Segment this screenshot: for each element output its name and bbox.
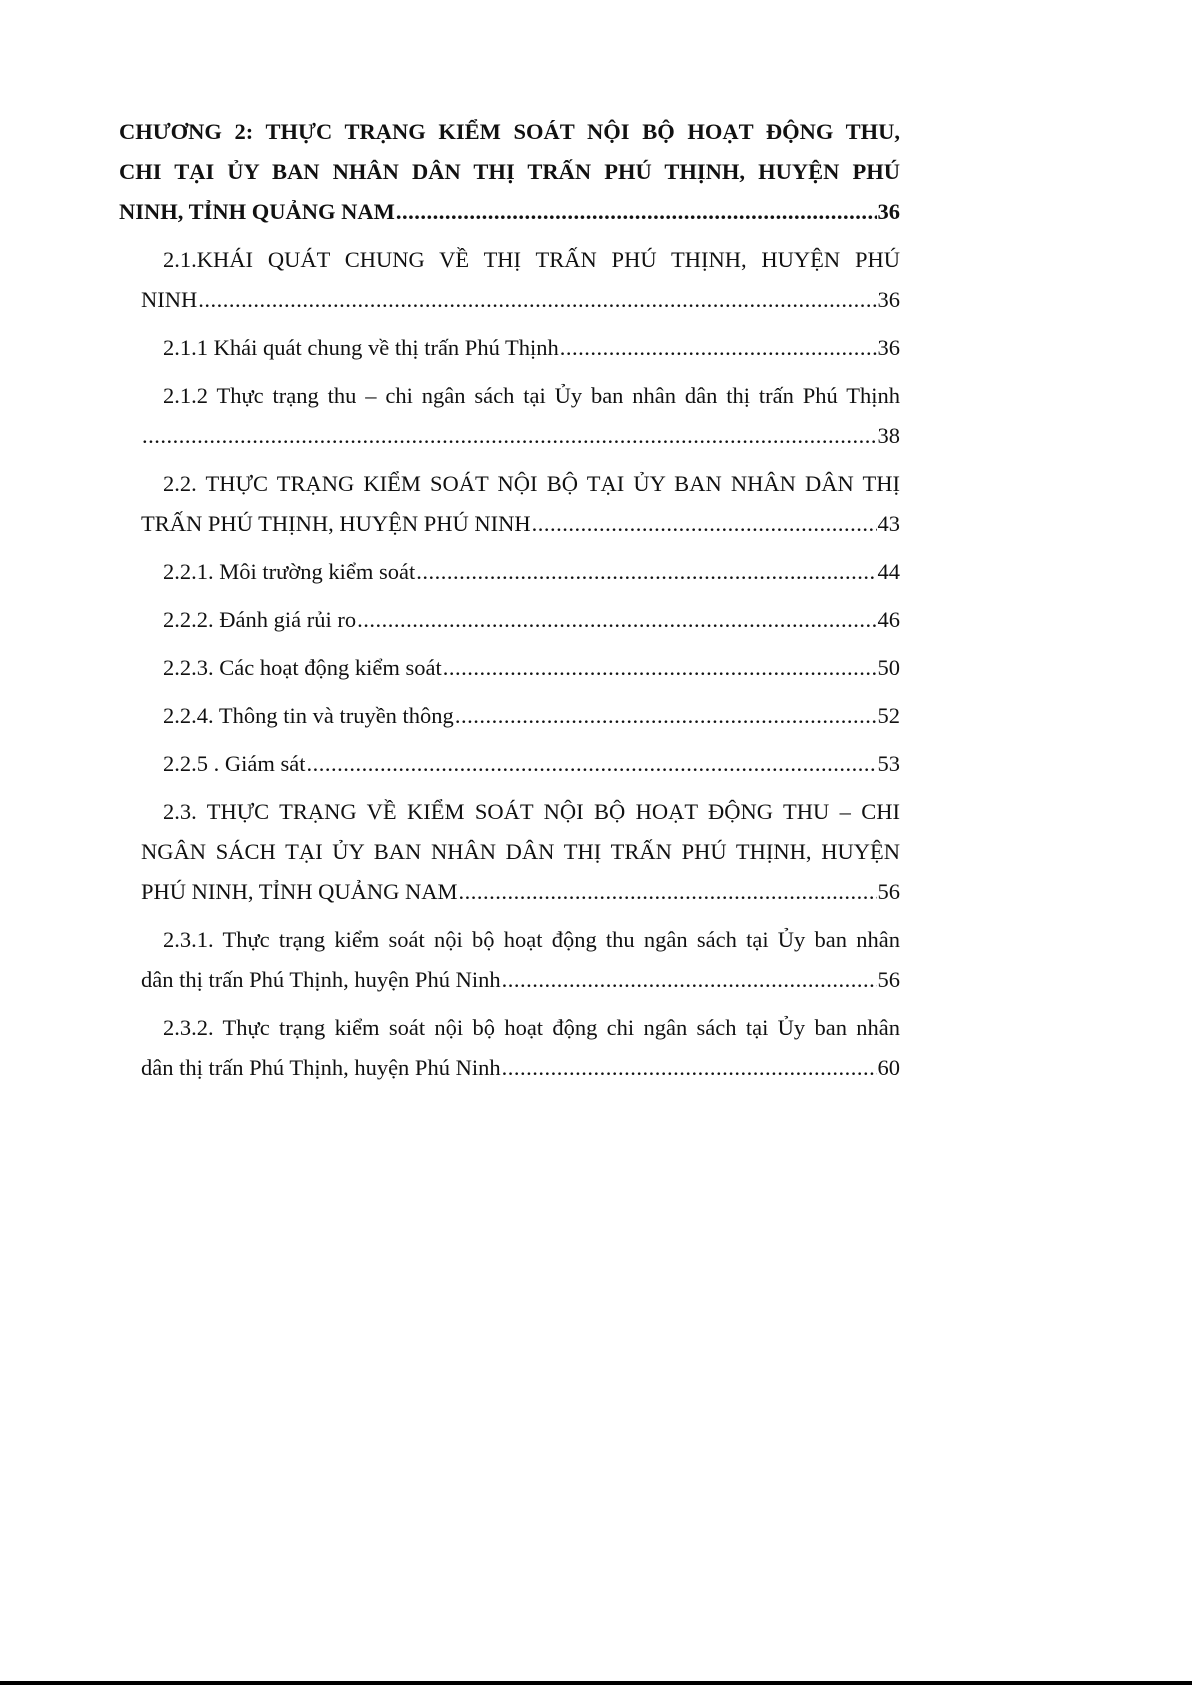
toc-entry-title: dân thị trấn Phú Thịnh, huyện Phú Ninh (141, 1055, 501, 1080)
toc-entry-chapter-2[interactable] (119, 112, 900, 232)
toc-line (141, 240, 900, 280)
toc-entry-title: 2.3.2. Thực trạng kiểm soát nội bộ hoạt động chi ngân sách tại Ủy ban nhân (163, 1015, 900, 1040)
toc-entry-title: TRẤN PHÚ THỊNH, HUYỆN PHÚ NINH (141, 511, 531, 536)
toc-last-line (163, 696, 900, 736)
toc-entry-title: 2.2.3. Các hoạt động kiểm soát (163, 655, 442, 680)
toc-line: CHI TẠI ỦY BAN NHÂN DÂN THỊ TRẤN PHÚ THỊNH, HUYỆN PHÚ (119, 159, 900, 184)
toc-page-number: 56 (877, 967, 900, 992)
toc-page-number: 56 (877, 879, 900, 904)
toc-leader-dots (502, 1048, 877, 1088)
toc-entry-2-2-2[interactable] (119, 600, 900, 640)
toc-line (141, 792, 900, 832)
toc-entry-title: dân thị trấn Phú Thịnh, huyện Phú Ninh (141, 967, 501, 992)
toc-last-line (163, 648, 900, 688)
toc-entry-title: 2.1.KHÁI QUÁT CHUNG VỀ THỊ TRẤN PHÚ THỊNH, HUYỆN PHÚ (163, 247, 900, 272)
toc-page-number: 50 (877, 655, 900, 680)
toc-entry-title: 2.3.1. Thực trạng kiểm soát nội bộ hoạt động thu ngân sách tại Ủy ban nhân (163, 927, 900, 952)
toc-entry-title: 2.2.4. Thông tin và truyền thông (163, 703, 454, 728)
toc-entry-2-2-4[interactable] (119, 696, 900, 736)
toc-entry-2-2-1[interactable] (119, 552, 900, 592)
toc-entry-2-2[interactable] (119, 464, 900, 544)
toc-leader-dots (306, 744, 876, 784)
toc-last-line (119, 192, 900, 232)
toc-leader-dots (357, 600, 876, 640)
toc-entry-title: PHÚ NINH, TỈNH QUẢNG NAM (141, 879, 458, 904)
table-of-contents (119, 112, 900, 1088)
toc-last-line (141, 416, 900, 456)
toc-page-number: 53 (877, 751, 900, 776)
toc-entry-title: 2.2. THỰC TRẠNG KIỂM SOÁT NỘI BỘ TẠI ỦY BAN NHÂN DÂN THỊ (163, 471, 900, 496)
toc-line (141, 1008, 900, 1048)
toc-page-number: 43 (877, 511, 900, 536)
toc-entry-title: 2.2.5 . Giám sát (163, 751, 306, 776)
toc-last-line (141, 872, 900, 912)
toc-last-line (141, 1048, 900, 1088)
toc-page-number: 52 (877, 703, 900, 728)
toc-entry-title: 2.2.2. Đánh giá rủi ro (163, 607, 357, 632)
toc-last-line (163, 328, 900, 368)
toc-line (141, 920, 900, 960)
toc-leader-dots (396, 192, 877, 232)
toc-page-number: 44 (877, 559, 900, 584)
toc-leader-dots (455, 696, 877, 736)
toc-leader-dots (443, 648, 877, 688)
toc-entry-2-2-5[interactable] (119, 744, 900, 784)
toc-entry-2-3-1[interactable] (119, 920, 900, 1000)
toc-line: NGÂN SÁCH TẠI ỦY BAN NHÂN DÂN THỊ TRẤN PHÚ THỊNH, HUYỆN (141, 839, 900, 864)
toc-page-number: 46 (877, 607, 900, 632)
toc-last-line (163, 744, 900, 784)
toc-entry-title: 2.1.2 Thực trạng thu – chi ngân sách tại Ủy ban nhân dân thị trấn Phú Thịnh (163, 383, 900, 408)
toc-line (141, 376, 900, 416)
toc-leader-dots (416, 552, 876, 592)
toc-page-number: 38 (877, 423, 900, 448)
toc-entry-title: 2.3. THỰC TRẠNG VỀ KIỂM SOÁT NỘI BỘ HOẠT ĐỘNG THU – CHI (163, 799, 900, 824)
toc-last-line (163, 600, 900, 640)
toc-leader-dots (502, 960, 877, 1000)
toc-entry-2-1-2[interactable] (119, 376, 900, 456)
toc-entry-title: 2.2.1. Môi trường kiểm soát (163, 559, 416, 584)
toc-entry-2-3[interactable] (119, 792, 900, 912)
toc-line (141, 464, 900, 504)
toc-leader-dots (198, 280, 876, 320)
toc-last-line (141, 504, 900, 544)
toc-last-line (163, 552, 900, 592)
toc-entry-2-1[interactable] (119, 240, 900, 320)
page-bottom-edge (0, 1681, 1192, 1685)
toc-leader-dots (142, 416, 877, 456)
toc-page-number: 60 (877, 1055, 900, 1080)
toc-page-number: 36 (877, 335, 900, 360)
toc-entry-title: NINH, TỈNH QUẢNG NAM (119, 199, 395, 224)
toc-page-number: 36 (877, 199, 900, 224)
toc-leader-dots (532, 504, 877, 544)
toc-entry-2-1-1[interactable] (119, 328, 900, 368)
toc-entry-2-3-2[interactable] (119, 1008, 900, 1088)
toc-last-line (141, 280, 900, 320)
toc-entry-title: 2.1.1 Khái quát chung về thị trấn Phú Thịnh (163, 335, 559, 360)
toc-last-line (141, 960, 900, 1000)
toc-page-number: 36 (877, 287, 900, 312)
toc-leader-dots (560, 328, 877, 368)
toc-leader-dots (458, 872, 876, 912)
toc-entry-title: NINH (141, 287, 198, 312)
toc-entry-2-2-3[interactable] (119, 648, 900, 688)
toc-line: CHƯƠNG 2: THỰC TRẠNG KIỂM SOÁT NỘI BỘ HOẠT ĐỘNG THU, (119, 119, 900, 144)
